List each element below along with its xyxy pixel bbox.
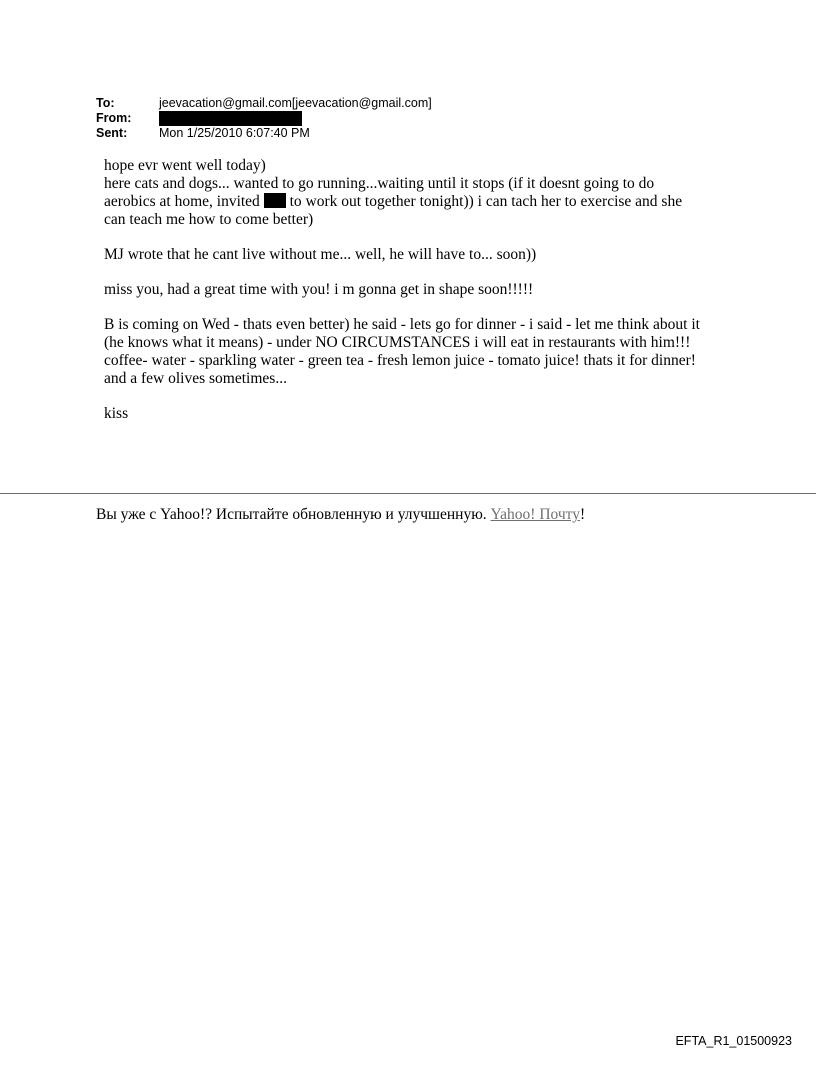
inline-redaction-block: [264, 193, 286, 208]
footer-text-end: !: [580, 506, 586, 523]
body-line: hope evr went well today): [104, 157, 266, 174]
body-line: and a few olives sometimes...: [104, 370, 287, 387]
body-line: B is coming on Wed - thats even better) he said - lets go for dinner - i said - let me think about it: [104, 316, 700, 333]
footer-divider: [0, 493, 816, 494]
body-paragraph-1: [104, 157, 744, 229]
body-line: (he knows what it means) - under NO CIRCUMSTANCES i will eat in restaurants with him!!!: [104, 334, 691, 351]
sent-value: Mon 1/25/2010 6:07:40 PM: [159, 126, 310, 140]
sent-row: [96, 126, 432, 141]
footer-text: Вы уже с Yahoo!? Испытайте обновленную и улучшенную.: [96, 506, 491, 523]
body-line: can teach me how to come better): [104, 211, 314, 228]
yahoo-mail-link[interactable]: Yahoo! Почту: [490, 506, 580, 523]
to-value: jeevacation@gmail.com[jeevacation@gmail.com]: [159, 96, 432, 110]
from-row: [96, 111, 432, 126]
body-line: aerobics at home, invited: [104, 193, 260, 210]
body-paragraph-2: MJ wrote that he cant live without me... well, he will have to... soon)): [104, 246, 537, 263]
body-line: here cats and dogs... wanted to go running...waiting until it stops (if it doesnt going to do: [104, 175, 655, 192]
body-paragraph-4: [104, 316, 744, 388]
body-line: to work out together tonight)) i can tach her to exercise and she: [285, 193, 683, 210]
email-body: [104, 157, 744, 440]
redaction-block: [159, 111, 302, 126]
email-header: [96, 96, 432, 141]
sent-label: Sent:: [96, 126, 128, 140]
body-paragraph-3: miss you, had a great time with you! i m gonna get in shape soon!!!!!: [104, 281, 534, 298]
bates-number: EFTA_R1_01500923: [675, 1034, 792, 1048]
to-label: To:: [96, 96, 115, 110]
to-row: [96, 96, 432, 111]
from-label: From:: [96, 111, 132, 125]
body-line: coffee- water - sparkling water - green tea - fresh lemon juice - tomato juice! thats it for dinner!: [104, 352, 696, 369]
body-paragraph-5: kiss: [104, 405, 129, 422]
from-value: [159, 111, 302, 126]
yahoo-footer: [96, 506, 585, 524]
